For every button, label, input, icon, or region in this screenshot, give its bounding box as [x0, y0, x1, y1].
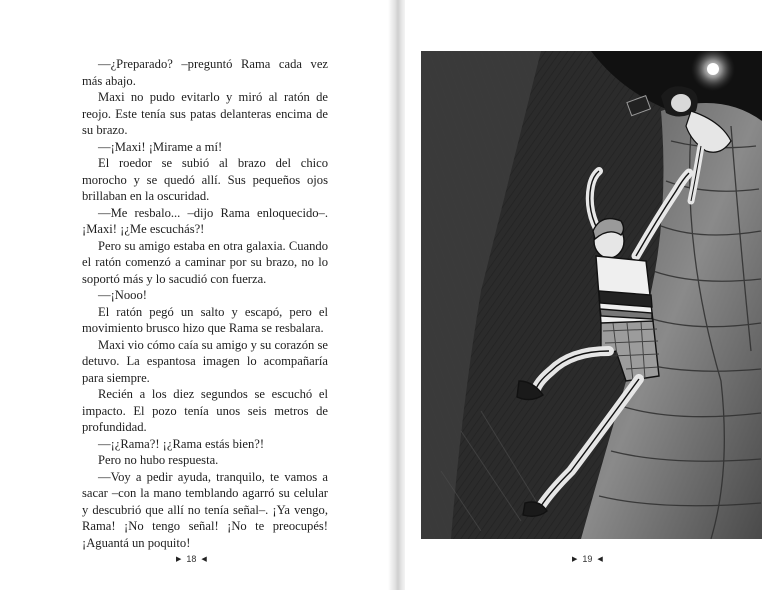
boy-hanging-in-well-illustration [421, 51, 762, 539]
paragraph: —¡¿Rama?! ¡¿Rama estás bien?! [98, 436, 265, 451]
paragraph: Recién a los diez segundos se escuchó el impacto. El pozo tenía unos seis metros de profundidad. [82, 387, 328, 434]
story-text [82, 56, 328, 551]
page-number-left [176, 554, 207, 564]
triangle-right-icon: ▶ [176, 556, 182, 563]
triangle-left-icon: ◀ [201, 556, 207, 563]
paragraph: Maxi vio cómo caía su amigo y su corazón se detuvo. La espantosa imagen lo acompañaría para siempre. [82, 337, 328, 385]
triangle-left-icon: ◀ [597, 556, 603, 563]
paragraph: —¿Preparado? –preguntó Rama cada vez más abajo. [82, 57, 328, 88]
paragraph: El ratón pegó un salto y escapó, pero el movimiento brusco hizo que Rama se resbalara. [82, 304, 328, 335]
moon-icon [707, 63, 719, 75]
paragraph: —Voy a pedir ayuda, tranquilo, te vamos a sacar –con la mano temblando agarró su celular y descubrió que allí no tenía señal–. ¡Ya vengo, Rama! ¡No tengo señal! ¡No te preocupés! ¡Aguantá un poquito! [82, 469, 328, 550]
paragraph: —Me resbalo... –dijo Rama enloquecido–. ¡Maxi! ¡¿Me escuchás?! [82, 205, 328, 236]
paragraph: Pero su amigo estaba en otra galaxia. Cuando el ratón comenzó a caminar por su brazo, no lo soportó más y lo sacudió con fuerza. [82, 238, 328, 286]
right-page [405, 0, 780, 590]
paragraph: —¡Nooo! [98, 288, 147, 302]
page-number-value: 18 [186, 554, 197, 564]
paragraph: Maxi no pudo evitarlo y miró al ratón de reojo. Este tenía sus patas delanteras encima de su brazo. [82, 90, 328, 137]
paragraph: El roedor se subió al brazo del chico morocho y se quedó allí. Sus pequeños ojos brillaban en la oscuridad. [82, 156, 328, 203]
page-number-value: 19 [582, 554, 593, 564]
paragraph: —¡Maxi! ¡Mirame a mí! [98, 139, 223, 154]
paragraph: Pero no hubo respuesta. [98, 453, 219, 467]
triangle-right-icon: ▶ [572, 556, 578, 563]
page-number-right [572, 554, 603, 564]
